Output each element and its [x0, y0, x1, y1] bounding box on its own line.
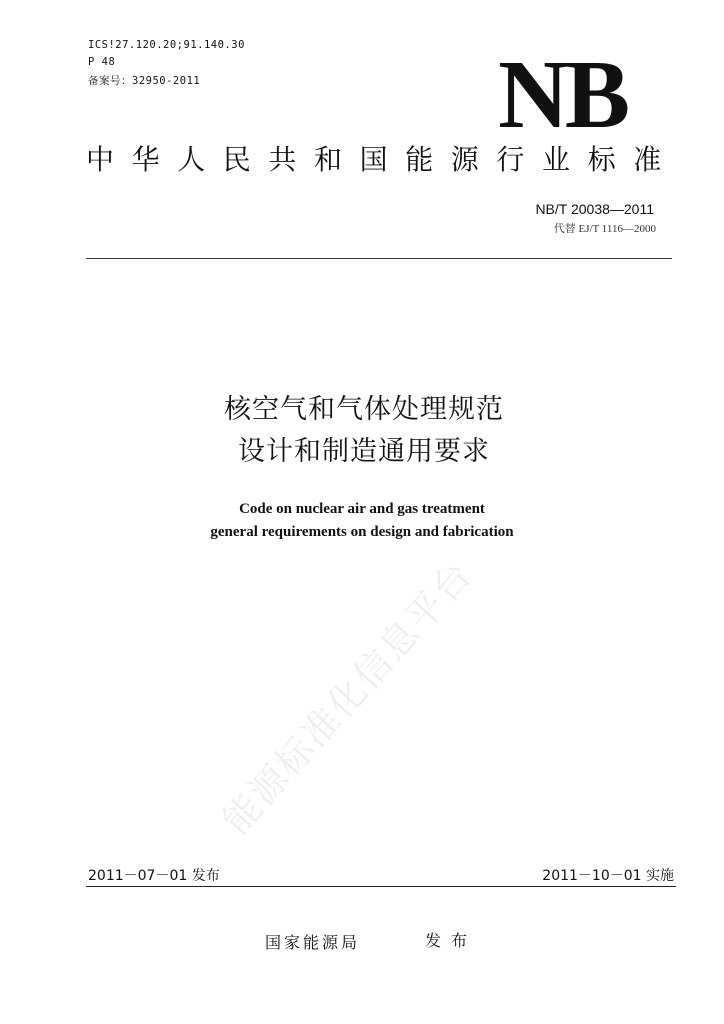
bottom-divider	[86, 886, 676, 887]
standard-type-heading: 中华人民共和国能源行业标准	[86, 143, 679, 176]
classification-code: P 48	[88, 56, 116, 68]
issue-label: 发布	[425, 931, 478, 950]
top-divider	[86, 258, 672, 259]
ics-code: ICS!27.120.20;91.140.30	[88, 39, 245, 51]
nb-logo: NB	[498, 41, 627, 149]
effective-date: 2011－10－01 实施	[542, 868, 674, 884]
title-english-line-1: Code on nuclear air and gas treatment	[239, 501, 485, 517]
filing-number: 备案号：32950-2011	[88, 75, 201, 87]
watermark: 能源标准化信息平台	[214, 552, 482, 843]
title-chinese-line-1: 核空气和气体处理规范	[224, 394, 504, 425]
title-chinese-line-2: 设计和制造通用要求	[238, 436, 490, 467]
title-english-line-2: general requirements on design and fabrication	[210, 524, 514, 540]
standard-number: NB/T 20038—2011	[535, 201, 654, 217]
issue-date: 2011－07－01 发布	[88, 868, 220, 884]
issuing-authority: 国家能源局	[265, 933, 361, 952]
replaces-standard: 代替 EJ/T 1116—2000	[553, 223, 656, 235]
